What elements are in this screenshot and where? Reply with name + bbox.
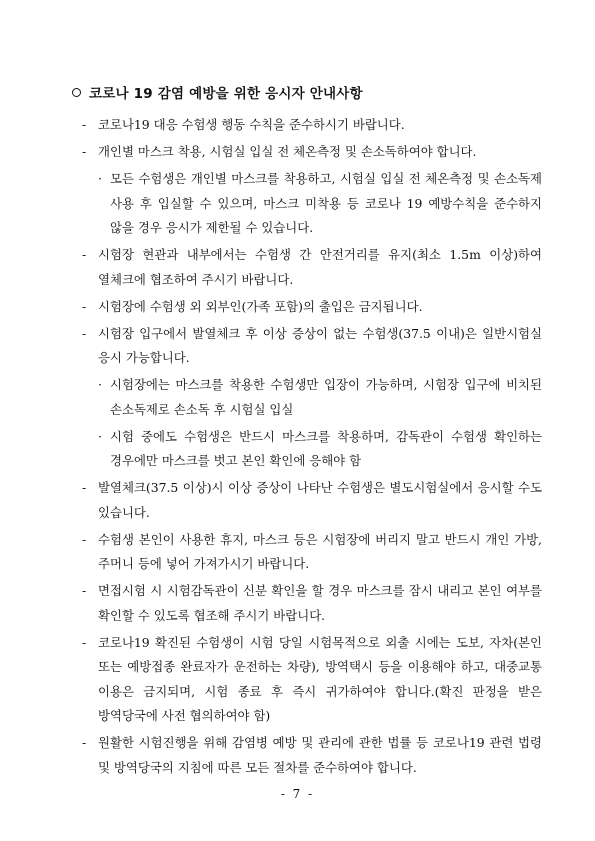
dash-marker: - (82, 144, 87, 159)
dash-marker: - (82, 735, 87, 750)
list-item (82, 631, 542, 729)
sub-list-item (82, 167, 542, 241)
list-item (82, 731, 542, 780)
list-item (82, 113, 542, 138)
list-item (82, 243, 542, 292)
item-text: 코로나19 대응 수험생 행동 수칙을 준수하시기 바랍니다. (98, 117, 405, 132)
item-text: 발열체크(37.5 이상)시 이상 증상이 나타난 수험생은 별도시험실에서 응시할 수도 있습니다. (98, 480, 542, 520)
sub-item-text: 모든 수험생은 개인별 마스크를 착용하고, 시험실 입실 전 체온측정 및 손소독제 사용 후 입실할 수 있으며, 마스크 미착용 등 코로나 19 예방수칙을 준수하지 않을 경우 응시가 제한될 수 있습니다. (110, 171, 542, 235)
sub-list-item (82, 373, 542, 422)
sub-item-text: 시험 중에도 수험생은 반드시 마스크를 착용하며, 감독관이 수험생 확인하는 경우에만 마스크를 벗고 본인 확인에 응해야 함 (110, 428, 542, 468)
item-text: 시험장에 수험생 외 외부인(가족 포함)의 출입은 금지됩니다. (98, 298, 423, 314)
dash-marker: - (82, 117, 87, 132)
sub-bullet-marker: · (98, 377, 102, 392)
item-text: 시험장 현관과 내부에서는 수험생 간 안전거리를 유지(최소 1.5m 이상)하여 열체크에 협조하여 주시기 바랍니다. (98, 247, 542, 287)
dash-marker: - (82, 247, 87, 262)
sub-bullet-marker: · (98, 428, 102, 444)
list-item (82, 295, 542, 320)
item-text: 코로나19 확진된 수험생이 시험 당일 시험목적으로 외출 시에는 도보, 자차(본인 또는 예방접종 완료자가 운전하는 차량), 방역택시 등을 이용해야 하고, 대중교통 이용은 금지되며, 시험 종료 후 즉시 귀가하여야 합니다.(확진 판정을 받은 방역당국에 사전 협의하여야 함) (98, 634, 542, 723)
dash-marker: - (82, 298, 87, 314)
dash-marker: - (82, 583, 87, 598)
sub-item-text: 시험장에는 마스크를 착용한 수험생만 입장이 가능하며, 시험장 입구에 비치된 손소독제로 손소독 후 시험실 입실 (110, 377, 542, 417)
item-text: 개인별 마스크 착용, 시험실 입실 전 체온측정 및 손소독하여야 합니다. (98, 144, 477, 159)
section-title: 코로나 19 감염 예방을 위한 응시자 안내사항 (89, 86, 363, 102)
list-item (82, 476, 542, 525)
list-item (82, 579, 542, 628)
hollow-circle-icon (72, 88, 81, 97)
dash-marker: - (82, 325, 87, 341)
list-item (82, 140, 542, 165)
list-item (82, 528, 542, 577)
sub-bullet-marker: · (98, 171, 102, 186)
section-header (72, 82, 363, 102)
item-text: 면접시험 시 시험감독관이 신분 확인을 할 경우 마스크를 잠시 내리고 본인 여부를 확인할 수 있도록 협조해 주시기 바랍니다. (98, 583, 542, 623)
guideline-list (82, 113, 542, 783)
sub-list-item (82, 425, 542, 474)
list-item (82, 322, 542, 371)
page-number: - 7 - (280, 787, 315, 801)
item-text: 수험생 본인이 사용한 휴지, 마스크 등은 시험장에 버리지 말고 반드시 개인 가방, 주머니 등에 넣어 가져가시기 바랍니다. (98, 531, 542, 571)
dash-marker: - (82, 480, 87, 495)
dash-marker: - (82, 634, 87, 650)
item-text: 시험장 입구에서 발열체크 후 이상 증상이 없는 수험생(37.5 이내)은 일반시험실 응시 가능합니다. (98, 325, 542, 365)
item-text: 원활한 시험진행을 위해 감염병 예방 및 관리에 관한 법률 등 코로나19 관련 법령 및 방역당국의 지침에 따른 모든 절차를 준수하여야 합니다. (98, 735, 542, 775)
dash-marker: - (82, 531, 87, 547)
